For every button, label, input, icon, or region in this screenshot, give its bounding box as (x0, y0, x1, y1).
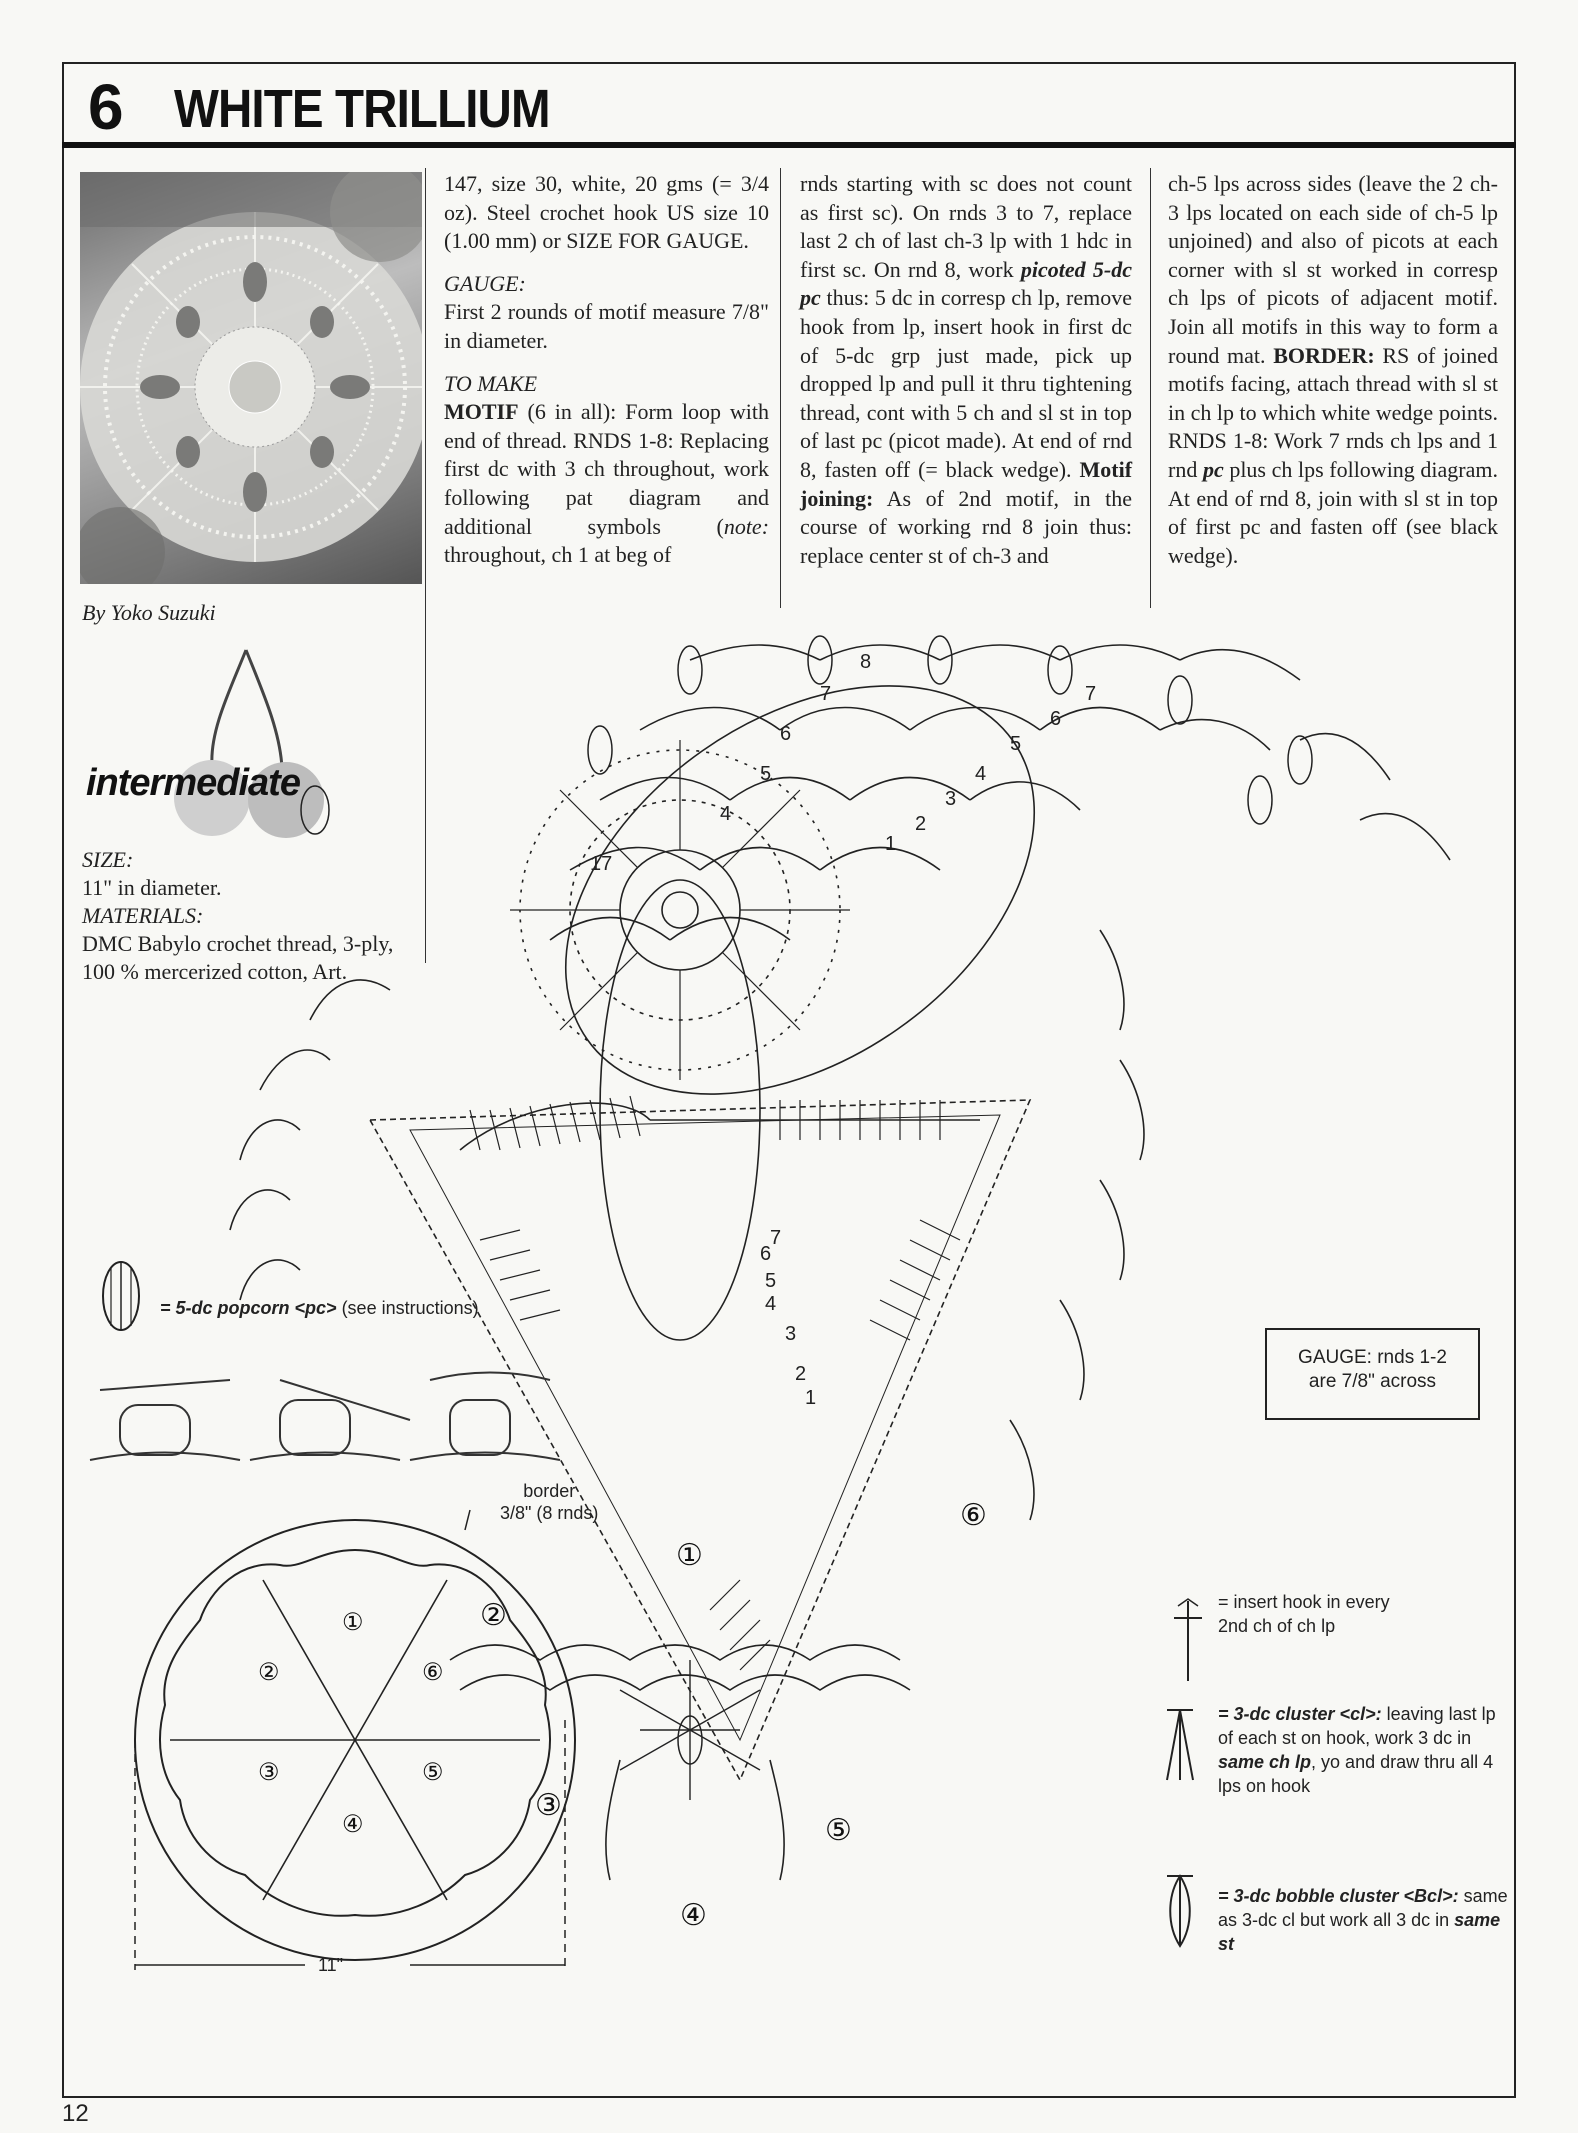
border-text-end: plus ch lps following diagram. At end of rnd 8, join with sl st in top of first pc and fasten off (see black wedge). (1168, 456, 1498, 568)
picoted-text: thus: 5 dc in corresp ch lp, remove hook from lp, insert hook in first dc of 5-dc grp just made, pick up dropped lp and pull it thru tightening thread, cont with 5 ch and sl st in top of last pc (picot made). At end of rnd 8, fasten off (= black wedge). (800, 285, 1132, 482)
picoted-pc-term: picoted 5-dc pc (800, 256, 1132, 311)
svg-text:⑤: ⑤ (422, 1759, 444, 1786)
motif-text: (6 in all): Form loop with end of thread. RNDS 1-8: Replacing first dc with 3 ch throughout, work following pat diagram and additional symbols (444, 399, 770, 539)
doily-photo (80, 172, 422, 584)
bobble-same-st: same st (1218, 1910, 1501, 1954)
svg-text:6: 6 (780, 723, 792, 745)
popcorn-icon (86, 1256, 156, 1336)
materials-text: DMC Babylo crochet thread, 3-ply, 100 % mercerized cotton, Art. (82, 931, 394, 984)
svg-text:7: 7 (1085, 683, 1097, 705)
gauge-heading: GAUGE: (444, 270, 526, 296)
svg-text:1: 1 (805, 1387, 817, 1409)
cluster-text: leaving last lp of each st on hook, work 3 dc in (1218, 1704, 1496, 1748)
diameter-label: 11" (318, 1955, 344, 1975)
cluster-icon (1155, 1700, 1205, 1790)
svg-text:①: ① (676, 1539, 703, 1572)
svg-text:6: 6 (760, 1243, 772, 1265)
popcorn-legend (160, 1296, 479, 1320)
svg-text:6: 6 (1050, 708, 1062, 730)
bobble-legend (1218, 1884, 1508, 1956)
materials-continued: 147, size 30, white, 20 gms (= 3/4 oz). Steel crochet hook US size 10 (1.00 mm) or SIZE FOR GAUGE. (444, 171, 769, 254)
designer-credit: By Yoko Suzuki (82, 600, 216, 625)
svg-text:2: 2 (795, 1363, 807, 1385)
svg-text:⑤: ⑤ (825, 1814, 852, 1847)
svg-text:4: 4 (975, 763, 987, 785)
svg-text:1: 1 (885, 833, 897, 855)
border-callout (500, 1480, 598, 1524)
motif-joining-text: As of 2nd motif, in the course of working rnd 8 join thus: replace center st of ch-3 and (800, 485, 1132, 568)
column-divider (780, 168, 781, 608)
pattern-number: 6 (88, 71, 124, 143)
insert-hook-icon (1168, 1596, 1208, 1686)
gauge-text: First 2 rounds of motif measure 7/8" in diameter. (444, 299, 769, 353)
svg-text:2: 2 (915, 813, 927, 835)
svg-text:③: ③ (535, 1789, 562, 1822)
bobble-text: same as 3-dc cl but work all 3 dc in (1218, 1886, 1508, 1930)
cluster-text-end: , yo and draw thru all 4 lps on hook (1218, 1752, 1494, 1796)
svg-text:7: 7 (770, 1227, 782, 1249)
motif-label: MOTIF (444, 399, 519, 425)
gauge-box (1265, 1328, 1480, 1420)
border-label: BORDER: (1273, 342, 1375, 368)
svg-text:4: 4 (765, 1293, 777, 1315)
svg-text:⑥: ⑥ (422, 1659, 444, 1686)
popcorn-note: (see instructions) (341, 1298, 479, 1318)
svg-text:④: ④ (680, 1899, 707, 1932)
bobble-cluster-icon (1155, 1866, 1205, 1956)
to-make-heading: TO MAKE (444, 370, 538, 396)
cluster-label: = 3-dc cluster <cl>: (1218, 1704, 1382, 1724)
svg-text:3: 3 (945, 788, 957, 810)
border-callout-label: border (523, 1481, 576, 1501)
svg-text:17: 17 (590, 853, 613, 875)
insert-hook-legend (1218, 1590, 1390, 1638)
rounds-text: rnds starting with sc does not count as first sc). On rnds 3 to 7, replace last 2 ch of last ch-3 lp with 1 hdc in first sc. On rnd 8, work (800, 171, 1132, 282)
svg-text:3: 3 (785, 1323, 797, 1345)
note-label: note: (723, 513, 770, 539)
popcorn-symbol-label: = 5-dc popcorn <pc> (160, 1298, 337, 1318)
svg-text:7: 7 (820, 683, 832, 705)
svg-text:5: 5 (765, 1270, 777, 1292)
pc-term: pc (1202, 456, 1224, 482)
gauge-box-line2: are 7/8" across (1308, 1371, 1437, 1392)
column-divider (1150, 168, 1151, 608)
popcorn-steps-illustration (80, 1360, 570, 1470)
size-value: 11" in diameter. (82, 875, 222, 900)
svg-text:4: 4 (720, 803, 732, 825)
svg-text:⑥: ⑥ (960, 1499, 987, 1532)
title-bar (62, 62, 1516, 148)
svg-text:③: ③ (258, 1759, 280, 1786)
skill-level-label: intermediate (86, 762, 300, 804)
svg-text:②: ② (258, 1659, 280, 1686)
svg-text:②: ② (480, 1599, 507, 1632)
insert-hook-text: = insert hook in every (1218, 1592, 1390, 1612)
page-number: 12 (62, 2100, 89, 2127)
note-text: throughout, ch 1 at beg of (444, 542, 672, 568)
border-callout-measure: 3/8" (8 rnds) (500, 1503, 599, 1523)
svg-text:①: ① (342, 1609, 364, 1636)
cluster-legend (1218, 1702, 1508, 1798)
bobble-label: = 3-dc bobble cluster <Bcl>: (1218, 1886, 1459, 1906)
page-title: WHITE TRILLIUM (174, 79, 550, 139)
size-heading: SIZE: (82, 847, 134, 872)
materials-heading: MATERIALS: (82, 903, 204, 928)
svg-text:④: ④ (342, 1811, 364, 1838)
svg-text:5: 5 (760, 763, 772, 785)
instructions-column-1: 147, size 30, white, 20 gms (= 3/4 oz). Steel crochet hook US size 10 (1.00 mm) or SIZE FOR GAUGE. GAUGE: First 2 rounds of motif measure 7/8" in diameter. TO MAKE MOTIF (6 in all): Form loop with end of thread. RNDS 1-8: Replacing first dc with 3 ch throughout, work following pat diagram and additional symbols (note: throughout, ch 1 at beg of (444, 171, 770, 568)
cluster-same-lp: same ch lp (1218, 1752, 1312, 1772)
instructions-column-3 (1168, 170, 1498, 570)
instructions-column-2 (800, 170, 1132, 570)
gauge-box-line1: GAUGE: rnds 1-2 (1298, 1347, 1447, 1368)
motif-joining-label: Motif joining: (800, 456, 1133, 511)
border-text: RS of joined motifs facing, attach thread with sl st in ch lp to which white wedge points. RNDS 1-8: Work 7 rnds ch lps and 1 rnd (1168, 342, 1498, 482)
svg-text:8: 8 (860, 651, 872, 673)
insert-hook-text-2: 2nd ch of ch lp (1218, 1616, 1336, 1636)
joining-continued: ch-5 lps across sides (leave the 2 ch-3 lps located on each side of ch-5 lp unjoined) and also of picots at each corner with sl st worked in corresp ch lps of picots of adjacent motif. Join all motifs in this way to form a round mat. (1168, 171, 1498, 368)
svg-text:5: 5 (1010, 733, 1022, 755)
assembly-diagram (130, 1480, 590, 1990)
